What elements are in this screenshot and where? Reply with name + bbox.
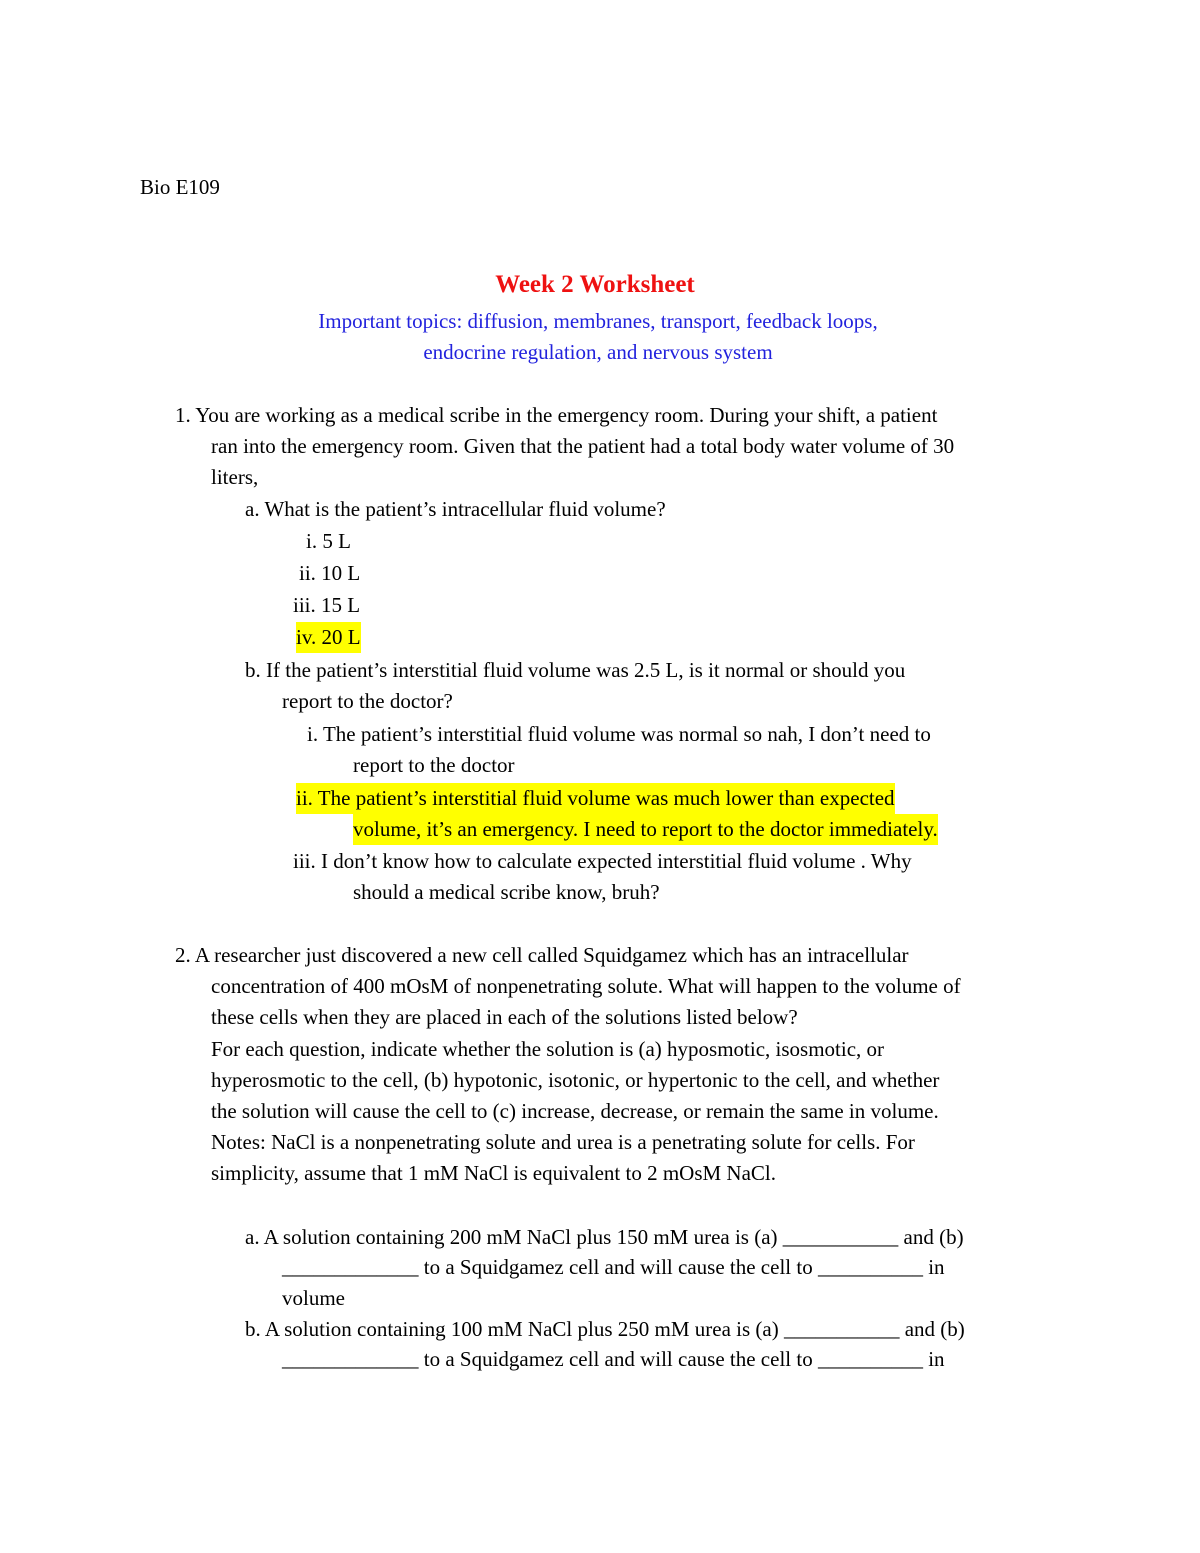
q2-stem-line: the solution will cause the cell to (c) increase, decrease, or remain the same in volume. xyxy=(211,1099,939,1123)
q2-stem-line: hyperosmotic to the cell, (b) hypotonic, isotonic, or hypertonic to the cell, and whether xyxy=(211,1068,940,1092)
q1b-question-line: report to the doctor? xyxy=(282,689,453,713)
q2-stem-line: 2. A researcher just discovered a new cell called Squidgamez which has an intracellular xyxy=(175,943,909,967)
q1a-option-i: i. 5 L xyxy=(306,529,351,553)
q1a-option-iii: iii. 15 L xyxy=(293,593,361,617)
q1-stem-line: 1. You are working as a medical scribe in the emergency room. During your shift, a patient xyxy=(175,403,938,427)
q2-stem-line: these cells when they are placed in each of the solutions listed below? xyxy=(211,1005,798,1029)
q2-stem-line: concentration of 400 mOsM of nonpenetrating solute. What will happen to the volume of xyxy=(211,974,961,998)
q2a-line: _____________ to a Squidgamez cell and will cause the cell to __________ in xyxy=(282,1255,945,1279)
q1b-option-i-line: i. The patient’s interstitial fluid volume was normal so nah, I don’t need to xyxy=(307,722,931,746)
q1b-option-i-line: report to the doctor xyxy=(353,753,515,777)
q1a-option-ii: ii. 10 L xyxy=(299,561,361,585)
q1a-question: a. What is the patient’s intracellular fluid volume? xyxy=(245,497,666,521)
q2b-line: b. A solution containing 100 mM NaCl plus 250 mM urea is (a) ___________ and (b) xyxy=(245,1317,965,1341)
q1-stem-line: ran into the emergency room. Given that the patient had a total body water volume of 30 xyxy=(211,434,955,458)
q1b-question-line: b. If the patient’s interstitial fluid volume was 2.5 L, is it normal or should you xyxy=(245,658,906,682)
topics-line-2: endocrine regulation, and nervous system xyxy=(423,340,773,364)
topics-line-1: Important topics: diffusion, membranes, transport, feedback loops, xyxy=(318,309,878,333)
q1b-option-iii-line: should a medical scribe know, bruh? xyxy=(353,880,660,904)
course-header: Bio E109 xyxy=(140,175,220,199)
q1b-option-ii-highlighted-line: ii. The patient’s interstitial fluid volume was much lower than expected xyxy=(296,783,895,814)
q2a-line: a. A solution containing 200 mM NaCl plus 150 mM urea is (a) ___________ and (b) xyxy=(245,1225,964,1249)
worksheet-title: Week 2 Worksheet xyxy=(495,271,695,298)
q1a-option-iv-highlighted: iv. 20 L xyxy=(296,622,361,653)
q1b-option-ii-highlighted-line: volume, it’s an emergency. I need to report to the doctor immediately. xyxy=(353,814,938,845)
q2b-line: _____________ to a Squidgamez cell and will cause the cell to __________ in xyxy=(282,1347,945,1371)
q1b-option-iii-line: iii. I don’t know how to calculate expected interstitial fluid volume . Why xyxy=(293,849,912,873)
q2-stem-line: simplicity, assume that 1 mM NaCl is equivalent to 2 mOsM NaCl. xyxy=(211,1161,777,1185)
q2-stem-line: Notes: NaCl is a nonpenetrating solute and urea is a penetrating solute for cells. For xyxy=(211,1130,915,1154)
q2-stem-line: For each question, indicate whether the solution is (a) hyposmotic, isosmotic, or xyxy=(211,1037,885,1061)
q1-stem-line: liters, xyxy=(211,465,259,489)
q2a-line: volume xyxy=(282,1286,345,1310)
